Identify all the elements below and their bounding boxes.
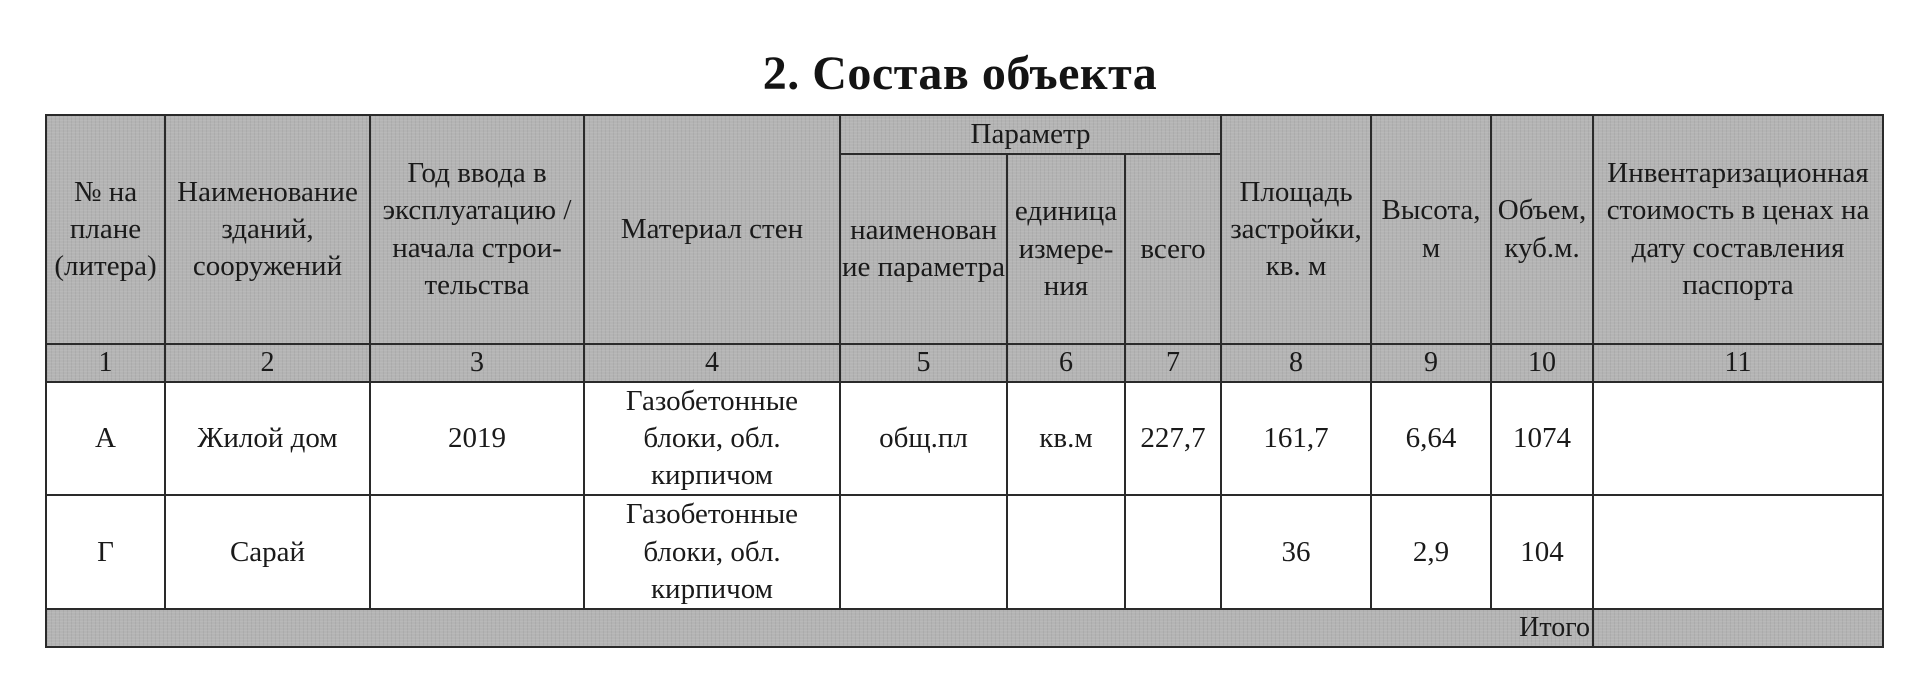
- header-height: Высота, м: [1371, 115, 1491, 344]
- header-built-area: Площадь застройки, кв. м: [1221, 115, 1371, 344]
- column-number: 7: [1125, 344, 1221, 382]
- column-number: 6: [1007, 344, 1125, 382]
- table-row: [46, 382, 1883, 495]
- column-number: 5: [840, 344, 1007, 382]
- cell-parameter-name: общ.пл: [840, 382, 1007, 495]
- header-unit: единица измере-ния: [1007, 154, 1125, 344]
- cell-year: [370, 495, 584, 608]
- cell-built-area: 161,7: [1221, 382, 1371, 495]
- cell-parameter-name: [840, 495, 1007, 608]
- column-number: 9: [1371, 344, 1491, 382]
- cell-inventory-cost: [1593, 382, 1883, 495]
- total-label: Итого: [46, 609, 1593, 647]
- header-wall-material: Материал стен: [584, 115, 840, 344]
- cell-built-area: 36: [1221, 495, 1371, 608]
- header-litera: № на плане (литера): [46, 115, 165, 344]
- column-number: 1: [46, 344, 165, 382]
- header-parameter-name: наименован ие параметра: [840, 154, 1007, 344]
- cell-litera: А: [46, 382, 165, 495]
- header-parameter-group: Параметр: [840, 115, 1221, 154]
- cell-unit: кв.м: [1007, 382, 1125, 495]
- cell-total: 227,7: [1125, 382, 1221, 495]
- column-number: 8: [1221, 344, 1371, 382]
- cell-volume: 104: [1491, 495, 1593, 608]
- cell-total: [1125, 495, 1221, 608]
- header-row: [46, 115, 1883, 154]
- cell-height: 2,9: [1371, 495, 1491, 608]
- cell-year: 2019: [370, 382, 584, 495]
- column-number-row: [46, 344, 1883, 382]
- cell-inventory-cost: [1593, 495, 1883, 608]
- cell-unit: [1007, 495, 1125, 608]
- cell-building-name: Сарай: [165, 495, 370, 608]
- total-row: [46, 609, 1883, 647]
- header-year: Год ввода в эксплуатацию /начала строи-тельства: [370, 115, 584, 344]
- column-number: 2: [165, 344, 370, 382]
- object-composition-table: [45, 114, 1884, 648]
- header-volume: Объем, куб.м.: [1491, 115, 1593, 344]
- header-total: всего: [1125, 154, 1221, 344]
- cell-litera: Г: [46, 495, 165, 608]
- cell-wall-material: Газобетонные блоки, обл. кирпичом: [584, 495, 840, 608]
- column-number: 4: [584, 344, 840, 382]
- total-value-cell: [1593, 609, 1883, 647]
- header-inventory-cost: Инвентаризационная стоимость в ценах на дату составления паспорта: [1593, 115, 1883, 344]
- cell-wall-material: Газобетонные блоки, обл. кирпичом: [584, 382, 840, 495]
- page-title: 2. Состав объекта: [762, 47, 1158, 100]
- table-row: [46, 495, 1883, 608]
- cell-height: 6,64: [1371, 382, 1491, 495]
- column-number: 10: [1491, 344, 1593, 382]
- column-number: 11: [1593, 344, 1883, 382]
- column-number: 3: [370, 344, 584, 382]
- cell-volume: 1074: [1491, 382, 1593, 495]
- header-building-name: Наименование зданий, сооружений: [165, 115, 370, 344]
- cell-building-name: Жилой дом: [165, 382, 370, 495]
